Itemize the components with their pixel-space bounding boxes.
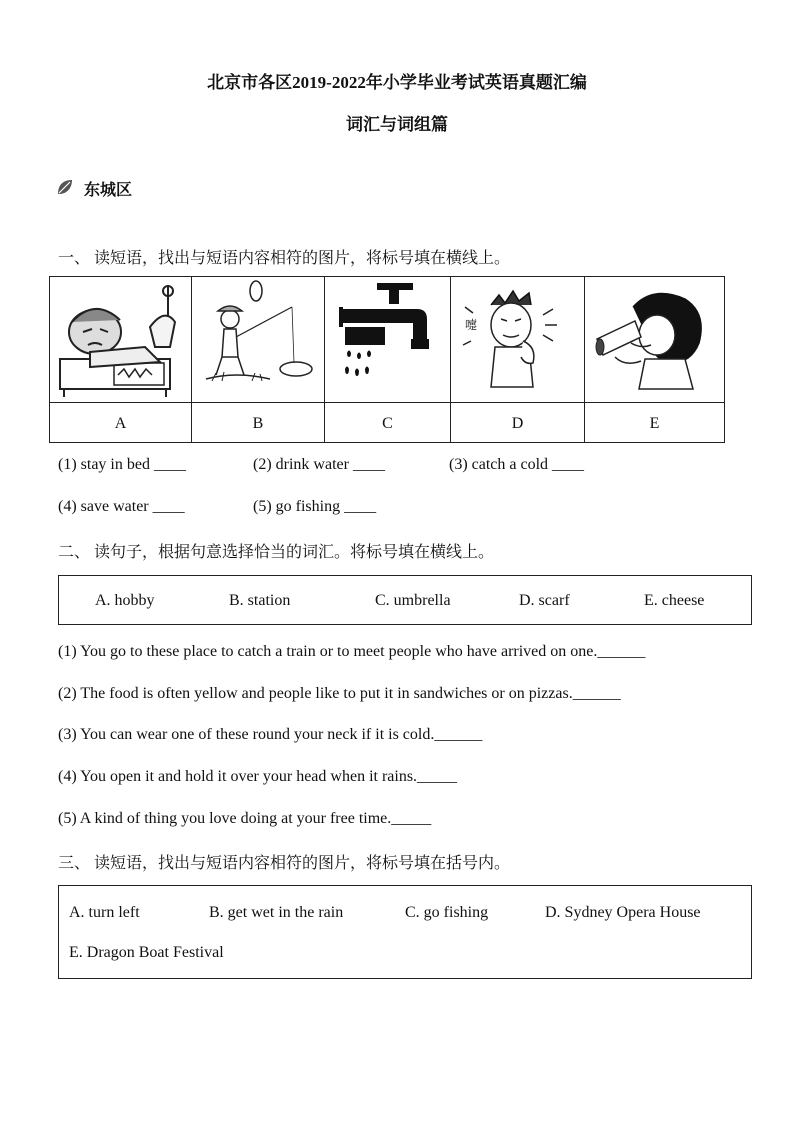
section2-item-1: (1) You go to these place to catch a train or to meet people who have arrived on one.______	[58, 643, 646, 660]
picture-cell-b	[192, 277, 325, 402]
word-option-c: C. umbrella	[375, 592, 451, 609]
sick-in-bed-icon	[50, 277, 192, 401]
picture-cell-c	[325, 277, 451, 402]
drinking-water-icon	[585, 277, 724, 401]
section1-item-1: (1) stay in bed ____	[58, 456, 186, 473]
word-option-a: A. hobby	[95, 592, 155, 609]
section2-item-4: (4) You open it and hold it over your head when it rains._____	[58, 768, 458, 785]
section1-instruction: 一、 读短语，找出与短语内容相符的图片，将标号填在横线上。	[58, 250, 511, 267]
picture-cell-e	[585, 277, 726, 402]
section3-instruction: 三、 读短语，找出与短语内容相符的图片，将标号填在括号内。	[58, 855, 511, 872]
picture-table	[49, 276, 725, 443]
picture-label-c: C	[325, 402, 451, 443]
picture-cell-a	[50, 277, 192, 402]
phrase-option-e: E. Dragon Boat Festival	[69, 944, 224, 961]
picture-label-a: A	[50, 402, 192, 443]
page-title: 北京市各区2019-2022年小学毕业考试英语真题汇编	[207, 73, 587, 92]
sneezing-boy-icon	[451, 277, 585, 401]
section3-phrase-box	[58, 885, 752, 979]
picture-label-d: D	[451, 402, 585, 443]
section2-item-2: (2) The food is often yellow and people like to put it in sandwiches or on pizzas.______	[58, 685, 621, 702]
picture-label-b: B	[192, 402, 325, 443]
word-option-b: B. station	[229, 592, 291, 609]
section1-item-4: (4) save water ____	[58, 498, 185, 515]
phrase-option-d: D. Sydney Opera House	[545, 904, 701, 921]
phrase-option-c: C. go fishing	[405, 904, 489, 921]
section2-item-5: (5) A kind of thing you love doing at your free time._____	[58, 810, 432, 827]
section2-instruction: 二、 读句子，根据句意选择恰当的词汇。将标号填在横线上。	[58, 544, 495, 561]
fishing-icon	[192, 277, 325, 401]
svg-text:嚏: 嚏	[465, 318, 478, 332]
picture-cell-d	[451, 277, 585, 402]
faucet-icon	[325, 277, 451, 401]
phrase-option-a: A. turn left	[69, 904, 140, 921]
page-subtitle: 词汇与词组篇	[346, 115, 448, 134]
section2-item-3: (3) You can wear one of these round your neck if it is cold.______	[58, 726, 483, 743]
word-option-e: E. cheese	[644, 592, 705, 609]
section1-item-3: (3) catch a cold ____	[449, 456, 585, 473]
leaf-icon	[56, 178, 74, 196]
district-heading: 东城区	[84, 182, 133, 199]
section1-item-5: (5) go fishing ____	[253, 498, 377, 515]
section2-word-box	[58, 575, 752, 625]
phrase-option-b: B. get wet in the rain	[209, 904, 344, 921]
picture-label-e: E	[585, 402, 724, 443]
section1-item-2: (2) drink water ____	[253, 456, 385, 473]
word-option-d: D. scarf	[519, 592, 570, 609]
